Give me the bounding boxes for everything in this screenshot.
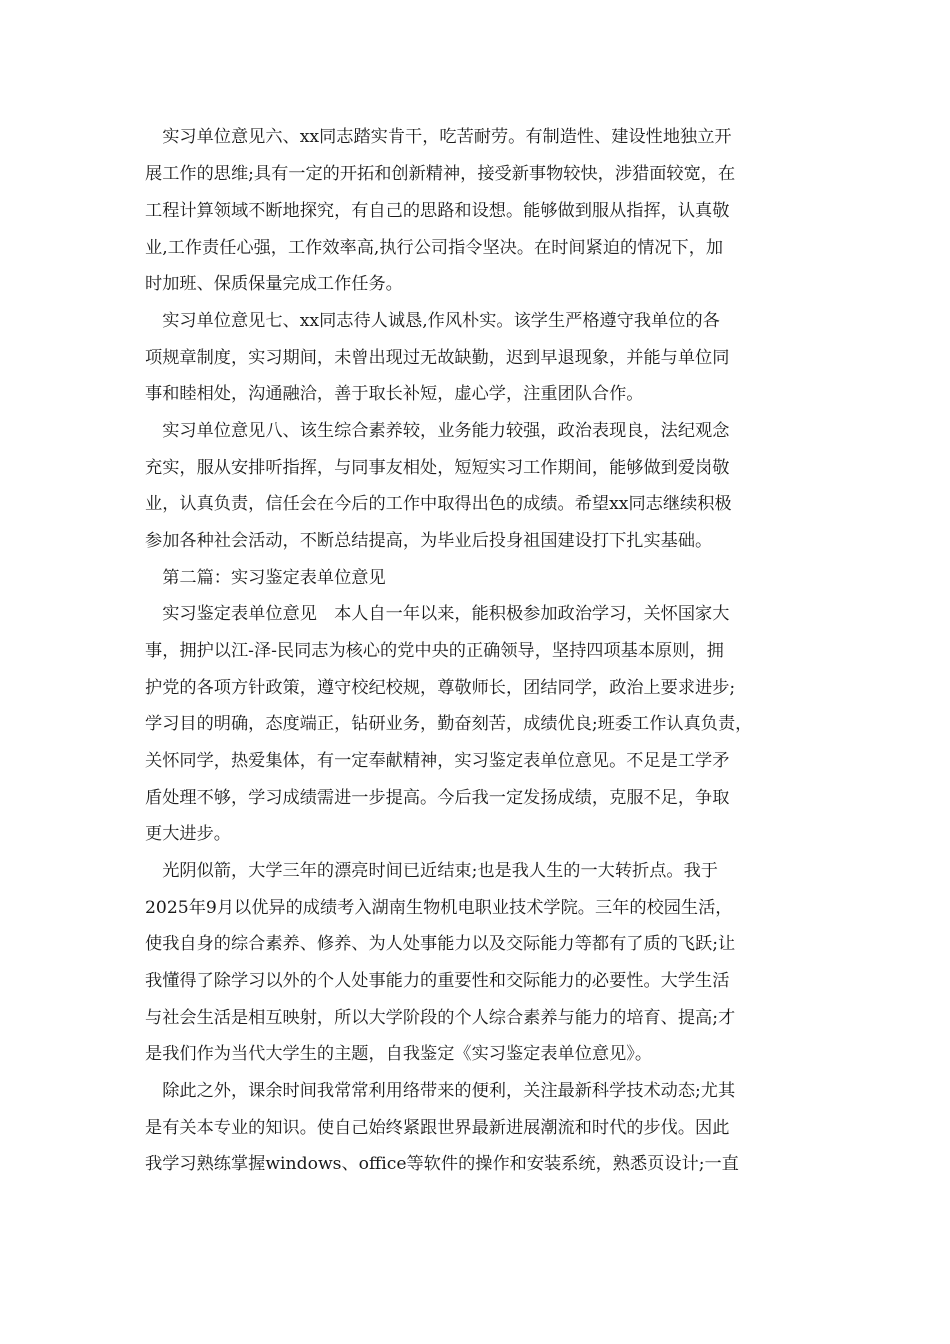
text-line: 关怀同学，热爱集体，有一定奉献精神，实习鉴定表单位意见。不足是工学矛 xyxy=(145,751,730,771)
text-line: 事和睦相处，沟通融洽，善于取长补短，虚心学，注重团队合作。 xyxy=(145,384,644,404)
text-line: 实习鉴定表单位意见 本人自一年以来，能积极参加政治学习，关怀国家大 xyxy=(145,604,730,624)
text-line: 除此之外，课余时间我常常利用络带来的便利，关注最新科学技术动态;尤其 xyxy=(145,1081,736,1101)
text-line: 参加各种社会活动，不断总结提高，为毕业后投身祖国建设打下扎实基础。 xyxy=(145,531,713,551)
text-line: 学习目的明确，态度端正，钻研业务，勤奋刻苦，成绩优良;班委工作认真负责， xyxy=(145,714,753,734)
text-line: 实习单位意见八、该生综合素养较，业务能力较强，政治表现良，法纪观念 xyxy=(145,421,730,441)
text-line: 光阴似箭，大学三年的漂亮时间已近结束;也是我人生的一大转折点。我于 xyxy=(145,861,718,881)
text-line: 与社会生活是相互映射，所以大学阶段的个人综合素养与能力的培育、提高;才 xyxy=(145,1008,736,1028)
text-line: 实习单位意见六、xx同志踏实肯干，吃苦耐劳。有制造性、建设性地独立开 xyxy=(145,127,732,147)
section-heading: 第二篇：实习鉴定表单位意见 xyxy=(145,568,386,588)
text-line: 事，拥护以江-泽-民同志为核心的党中央的正确领导，坚持四项基本原则，拥 xyxy=(145,641,724,661)
text-line: 护党的各项方针政策，遵守校纪校规，尊敬师长，团结同学，政治上要求进步; xyxy=(145,678,736,698)
text-line: 时加班、保质保量完成工作任务。 xyxy=(145,274,403,294)
text-line: 我懂得了除学习以外的个人处事能力的重要性和交际能力的必要性。大学生活 xyxy=(145,971,730,991)
text-line: 我学习熟练掌握windows、office等软件的操作和安装系统，熟悉页设计;一直 xyxy=(145,1154,739,1174)
text-line: 2025年9月以优异的成绩考入湖南生物机电职业技术学院。三年的校园生活， xyxy=(145,898,733,918)
text-line: 实习单位意见七、xx同志待人诚恳,作风朴实。该学生严格遵守我单位的各 xyxy=(145,311,720,331)
text-line: 更大进步。 xyxy=(145,824,231,844)
text-line: 充实，服从安排听指挥，与同事友相处，短短实习工作期间，能够做到爱岗敬 xyxy=(145,458,730,478)
text-line: 是有关本专业的知识。使自己始终紧跟世界最新进展潮流和时代的步伐。因此 xyxy=(145,1118,730,1138)
text-line: 业，认真负责，信任会在今后的工作中取得出色的成绩。希望xx同志继续积极 xyxy=(145,494,732,514)
text-line: 业,工作责任心强，工作效率高,执行公司指令坚决。在时间紧迫的情况下，加 xyxy=(145,238,724,258)
text-line: 展工作的思维;具有一定的开拓和创新精神，接受新事物较快，涉猎面较宽，在 xyxy=(145,164,736,184)
text-line: 盾处理不够，学习成绩需进一步提高。今后我一定发扬成绩，克服不足，争取 xyxy=(145,788,730,808)
text-line: 是我们作为当代大学生的主题，自我鉴定《实习鉴定表单位意见》。 xyxy=(145,1044,653,1064)
text-line: 使我自身的综合素养、修养、为人处事能力以及交际能力等都有了质的飞跃;让 xyxy=(145,934,736,954)
text-line: 工程计算领域不断地探究，有自己的思路和设想。能够做到服从指挥，认真敬 xyxy=(145,201,730,221)
text-line: 项规章制度，实习期间，未曾出现过无故缺勤，迟到早退现象，并能与单位同 xyxy=(145,348,730,368)
